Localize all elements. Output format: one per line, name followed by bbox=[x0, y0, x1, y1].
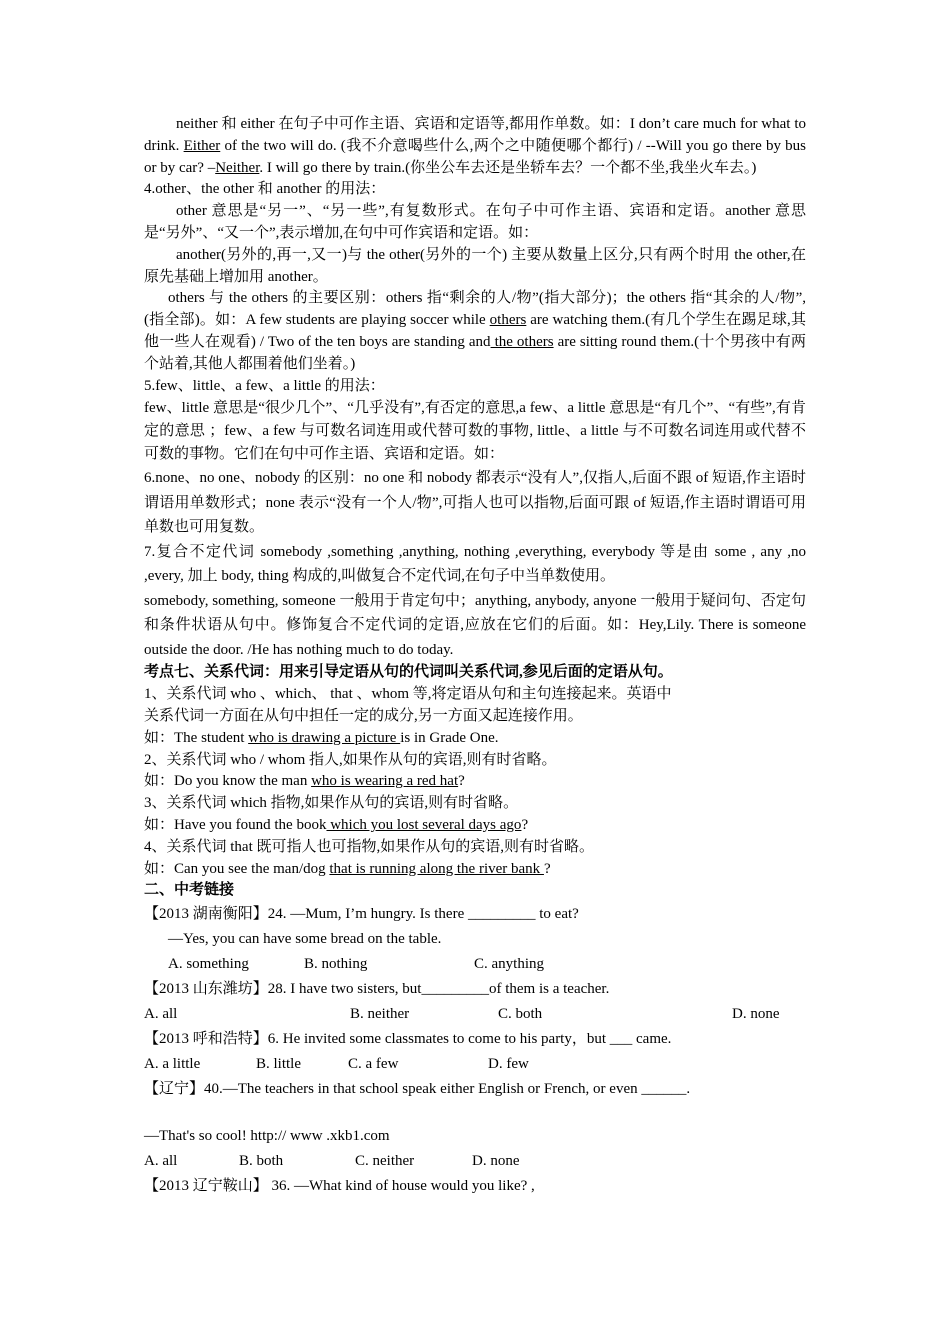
relative-line-5: 4、关系代词 that 既可指人也可指物,如果作从句的宾语,则有时省略。 bbox=[144, 838, 594, 855]
option: B. little bbox=[256, 1056, 301, 1073]
paragraph-others: others 与 the others 的主要区别：others 指“剩余的人/物”(指大部分)；the others 指“其余的人/物”,(指全部)。如：A few students are playing soccer while others are watching them.(有几个学生在踢足球,其他一些人在观看) / Two of the ten boys are standing and the others are sitting round them.(十个男孩中有两个站着,其他人都围着他们坐着。) bbox=[144, 290, 807, 372]
relative-line-3: 2、关系代词 who / whom 指人,如果作从句的宾语,则有时省略。 bbox=[144, 751, 557, 768]
question-1-options bbox=[144, 952, 806, 977]
relative-line-2: 关系代词一方面在从句中担任一定的成分,另一方面又起连接作用。 bbox=[144, 707, 583, 724]
option: C. neither bbox=[355, 1153, 415, 1170]
option: B. nothing bbox=[304, 956, 368, 973]
question-2: 【2013 山东潍坊】28. I have two sisters, but_________of them is a teacher. bbox=[144, 981, 610, 998]
option: B. neither bbox=[350, 1006, 410, 1023]
option: C. both bbox=[498, 1006, 543, 1023]
question-1-reply: —Yes, you can have some bread on the table. bbox=[168, 931, 442, 948]
option: D. none bbox=[472, 1153, 520, 1170]
option: C. anything bbox=[474, 956, 544, 973]
example-3: 如：Have you found the book which you lost several days ago? bbox=[144, 816, 529, 833]
question-3-options bbox=[144, 1052, 806, 1077]
option: D. few bbox=[488, 1056, 529, 1073]
paragraph-compound-pronoun: 7.复合不定代词 somebody ,something ,anything, nothing ,everything, everybody 等是由 some , any ,no ,every, 加上 body, thing 构成的,叫做复合不定代词,在句子中当单数使用。 bbox=[144, 543, 806, 585]
paragraph-few-little: few、little 意思是“很少几个”、“几乎没有”,有否定的意思,a few、a little 意思是“有几个”、“有些”,有肯定的意思 ；few、a few 与可数名词连用或代替可数的事物, little、a little 与不可数名词连用或代替不可数的事物。它们在句中可作主语、宾语和定语。如： bbox=[144, 400, 806, 463]
section-5-title: 5.few、little、a few、a little 的用法： bbox=[144, 377, 385, 394]
blank-line bbox=[144, 1102, 806, 1124]
exam-section-title: 二、中考链接 bbox=[144, 882, 235, 899]
paragraph-other: other 意思是“另一”、“另一些”,有复数形式。在句子中可作主语、宾语和定语。another 意思是“另外”、“又一个”,表示增加,在句中可作宾语和定语。如： bbox=[144, 203, 806, 241]
relative-line-4: 3、关系代词 which 指物,如果作从句的宾语,则有时省略。 bbox=[144, 795, 519, 812]
question-4-options bbox=[144, 1149, 806, 1174]
option: A. something bbox=[168, 956, 249, 973]
option: D. none bbox=[732, 1006, 780, 1023]
section-4-title: 4.other、the other 和 another 的用法： bbox=[144, 181, 386, 198]
question-2-options bbox=[144, 1002, 806, 1027]
section-k7-title: 考点七、关系代词：用来引导定语从句的代词叫关系代词,参见后面的定语从句。 bbox=[144, 664, 673, 681]
paragraph-another: another(另外的,再一,又一)与 the other(另外的一个) 主要从数量上区分,只有两个时用 the other,在原先基础上增加用 another。 bbox=[144, 246, 806, 285]
question-3: 【2013 呼和浩特】6. He invited some classmates to come to his party，but ___ came. bbox=[144, 1031, 672, 1048]
question-4: 【辽宁】40.—The teachers in that school speak either English or French, or even ______. bbox=[144, 1081, 691, 1098]
paragraph-none: 6.none、no one、nobody 的区别：no one 和 nobody 都表示“没有人”,仅指人,后面不跟 of 短语,作主语时谓语用单数形式；none 表示“没有一个人/物”,可指人也可以指物,后面可跟 of 短语,作主语时谓语可用单数也可用复数。 bbox=[144, 470, 806, 536]
option: A. all bbox=[144, 1006, 178, 1023]
question-4-reply: —That's so cool! http:// www .xkb1.com bbox=[144, 1128, 390, 1145]
option: C. a few bbox=[348, 1056, 399, 1073]
option: A. a little bbox=[144, 1056, 201, 1073]
paragraph-neither-either: neither 和 either 在句子中可作主语、宾语和定语等,都用作单数。如：I don’t care much for what to drink. Either of the two will do. (我不介意喝些什么,两个之中随便哪个都行) / --Will you go there by bus or by car? –Neither. I will go there by train.(你坐公车去还是坐轿车去？一个都不坐,我坐火车去。) bbox=[144, 116, 806, 176]
example-4: 如：Can you see the man/dog that is running along the river bank ? bbox=[144, 860, 551, 877]
option: A. all bbox=[144, 1153, 178, 1170]
question-1: 【2013 湖南衡阳】24. —Mum, I’m hungry. Is there _________ to eat? bbox=[144, 906, 579, 923]
relative-line-1: 1、关系代词 who 、which、 that 、whom 等,将定语从句和主句连接起来。英语中 bbox=[144, 686, 672, 703]
document-page bbox=[144, 114, 806, 1199]
example-2: 如：Do you know the man who is wearing a red hat? bbox=[144, 773, 465, 790]
question-5: 【2013 辽宁鞍山】 36. —What kind of house would you like? , bbox=[144, 1178, 535, 1195]
example-1: 如：The student who is drawing a picture is in Grade One. bbox=[144, 729, 499, 746]
option: B. both bbox=[239, 1153, 284, 1170]
paragraph-compound-usage: somebody, something, someone 一般用于肯定句中；anything, anybody, anyone 一般用于疑问句、否定句和条件状语从句中。修饰复合不定代词的定语,应放在它们的后面。如：Hey,Lily. There is someone outside the door. /He has nothing much to do today. bbox=[144, 592, 806, 658]
